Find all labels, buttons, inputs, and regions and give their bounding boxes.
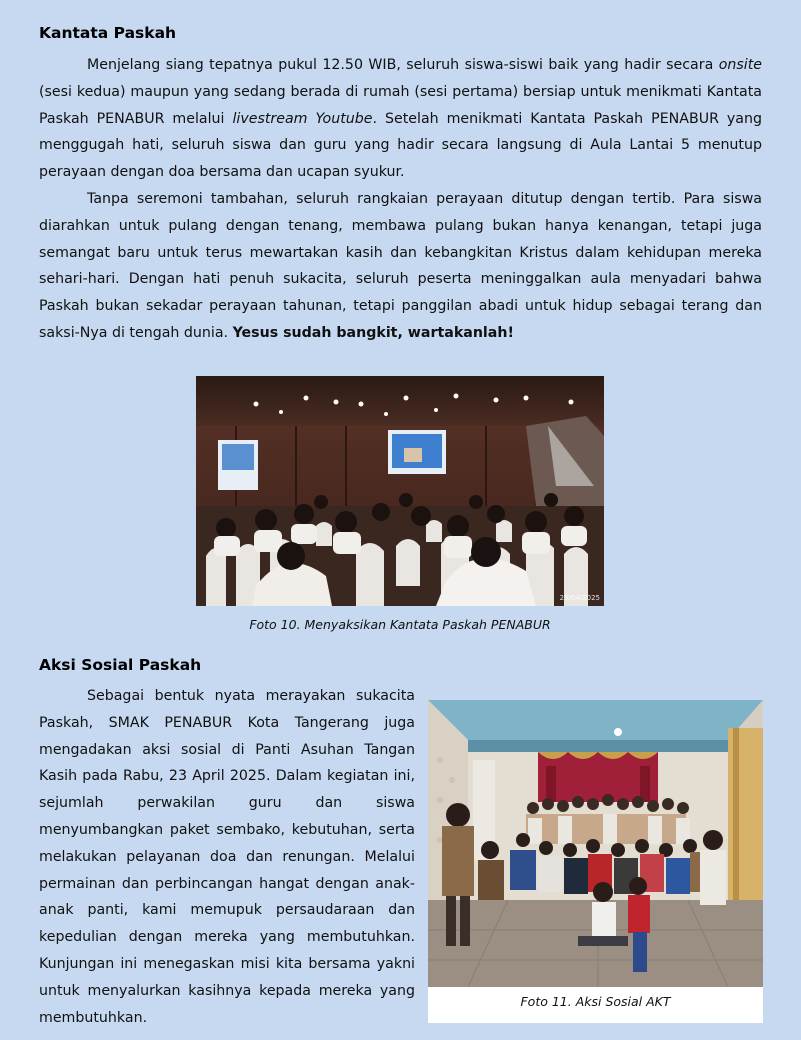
paragraph-aksi-sosial: Sebagai bentuk nyata merayakan sukacita Paskah, SMAK PENABUR Kota Tangerang juga mengadakan aksi sosial di Panti Asuhan Tangan Kasih pada Rabu, 23 April 2025. Dalam kegiatan ini, sejumlah perwakilan guru dan siswa menyumbangkan paket sembako, kebutuhan, serta melakukan pelayanan doa dan renungan. Melalui permainan dan perbincangan hangat dengan anak-anak panti, kami memupuk persaudaraan dan kepedulian dengan mereka yang membutuhkan. Kunjungan ini menegaskan misi kita bersama yakni untuk menyalurkan kasihnya kepada mereka yang membutuhkan. bbox=[39, 688, 415, 1026]
paragraph-kantata-2: Tanpa seremoni tambahan, seluruh rangkaian perayaan ditutup dengan tertib. Para siswa diarahkan untuk pulang dengan tenang, membawa pulang bukan hanya kenangan, tetapi juga semangat baru untuk terus mewartakan kasih dan kebangkitan Kristus dalam kehidupan mereka sehari-hari. Dengan hati penuh sukacita, seluruh peserta meninggalkan aula menyadari bahwa Paskah bukan sekadar perayaan tahunan, tetapi panggilan abadi untuk hidup sebagai terang dan saksi-Nya di tengah dunia. Yesus sudah bangkit, wartakanlah! bbox=[39, 191, 762, 341]
section-title-kantata: Kantata Paskah bbox=[39, 24, 177, 42]
section-title-aksi-sosial: Aksi Sosial Paskah bbox=[39, 656, 202, 674]
photo-timestamp: 25/04/2025 bbox=[559, 594, 600, 602]
caption-photo-10: Foto 10. Menyaksikan Kantata Paskah PENABUR bbox=[249, 617, 551, 632]
photo-kantata-auditorium bbox=[196, 376, 604, 606]
caption-photo-11: Foto 11. Aksi Sosial AKT bbox=[520, 994, 671, 1009]
photo-aksi-sosial-group bbox=[428, 700, 763, 987]
paragraph-kantata-1: Menjelang siang tepatnya pukul 12.50 WIB, seluruh siswa-siswi baik yang hadir secara onsite (sesi kedua) maupun yang sedang berada di rumah (sesi pertama) bersiap untuk menikmati Kantata Paskah PENABUR melalui livestream Youtube. Setelah menikmati Kantata Paskah PENABUR yang menggugah hati, seluruh siswa dan guru yang hadir secara langsung di Aula Lantai 5 menutup perayaan dengan doa bersama dan ucapan syukur. bbox=[39, 57, 763, 181]
